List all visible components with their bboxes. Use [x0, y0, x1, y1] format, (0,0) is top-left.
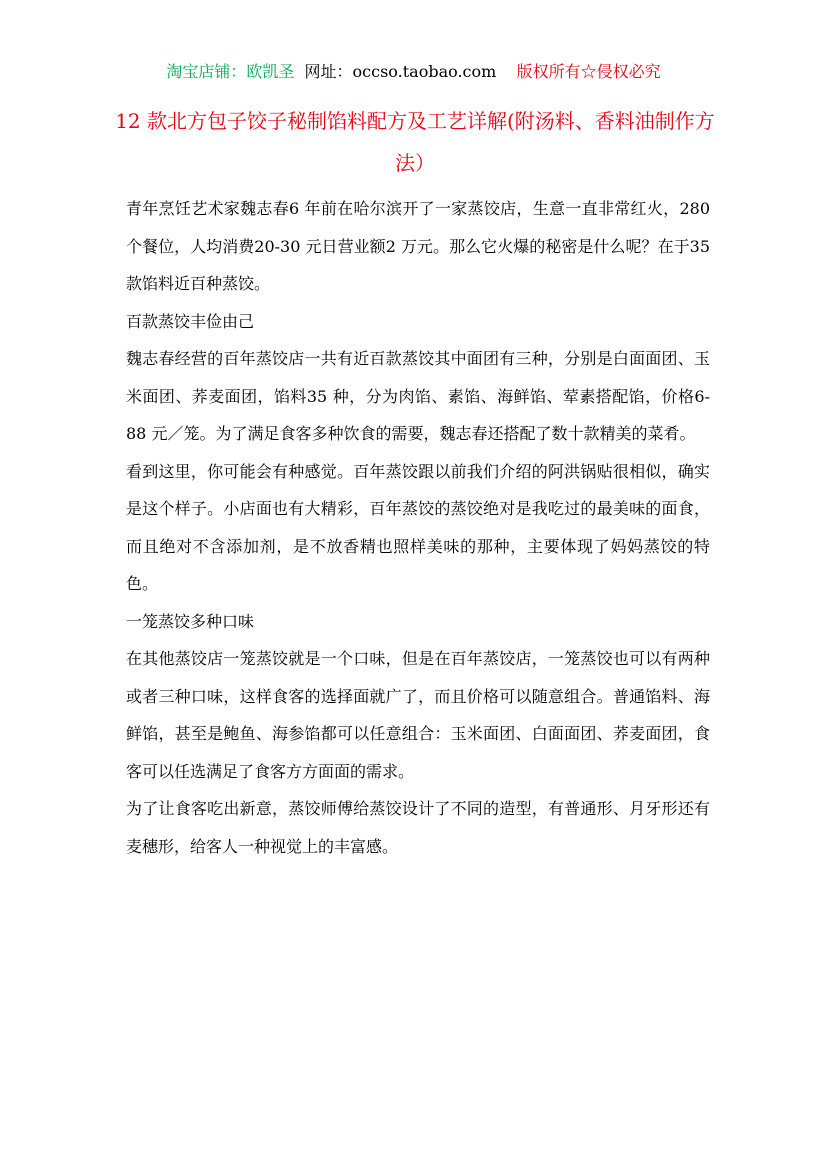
shop-label: 淘宝店铺：	[166, 62, 247, 81]
body-paragraph: 在其他蒸饺店一笼蒸饺就是一个口味，但是在百年蒸饺店，一笼蒸饺也可以有两种或者三种口味，这样食客的选择面就广了，而且价格可以随意组合。普通馅料、海鲜馅，甚至是鲍鱼、海参馅都可以任意组合：玉米面团、白面面团、荞麦面团，食客可以任选满足了食客方方面面的需求。	[126, 649, 710, 781]
body-paragraph: 为了让食客吃出新意，蒸饺师傅给蒸饺设计了不同的造型，有普通形、月牙形还有麦穗形，给客人一种视觉上的丰富感。	[126, 799, 710, 856]
body-paragraph: 看到这里，你可能会有种感觉。百年蒸饺跟以前我们介绍的阿洪锅贴很相似，确实是这个样子。小店面也有大精彩，百年蒸饺的蒸饺绝对是我吃过的最美味的面食，而且绝对不含添加剂，是不放香精也照样美味的那种，主要体现了妈妈蒸饺的特色。	[126, 461, 710, 593]
section-heading: 一笼蒸饺多种口味	[126, 611, 255, 631]
document-body	[126, 190, 710, 865]
site-url: occso.taobao.com	[352, 62, 497, 81]
copyright-notice: 版权所有☆侵权必究	[516, 62, 661, 81]
shop-name: 欧凯圣	[246, 62, 295, 81]
body-paragraph: 魏志春经营的百年蒸饺店一共有近百款蒸饺其中面团有三种，分别是白面面团、玉米面团、荞麦面团，馅料35 种，分为肉馅、素馅、海鲜馅、荤素搭配馅，价格6-88 元／笼。为了满足食客多种饮食的需要，魏志春还搭配了数十款精美的菜肴。	[126, 349, 710, 443]
site-label: 网址：	[304, 62, 353, 81]
page-header	[0, 60, 827, 84]
intro-paragraph: 青年烹饪艺术家魏志春6 年前在哈尔滨开了一家蒸饺店，生意一直非常红火，280 个餐位，人均消费20-30 元日营业额2 万元。那么它火爆的秘密是什么呢？在于35 款馅料近百种蒸饺。	[126, 199, 710, 293]
document-title: 12 款北方包子饺子秘制馅料配方及工艺详解(附汤料、香料油制作方法）	[115, 109, 715, 175]
section-heading: 百款蒸饺丰俭由己	[126, 311, 255, 331]
